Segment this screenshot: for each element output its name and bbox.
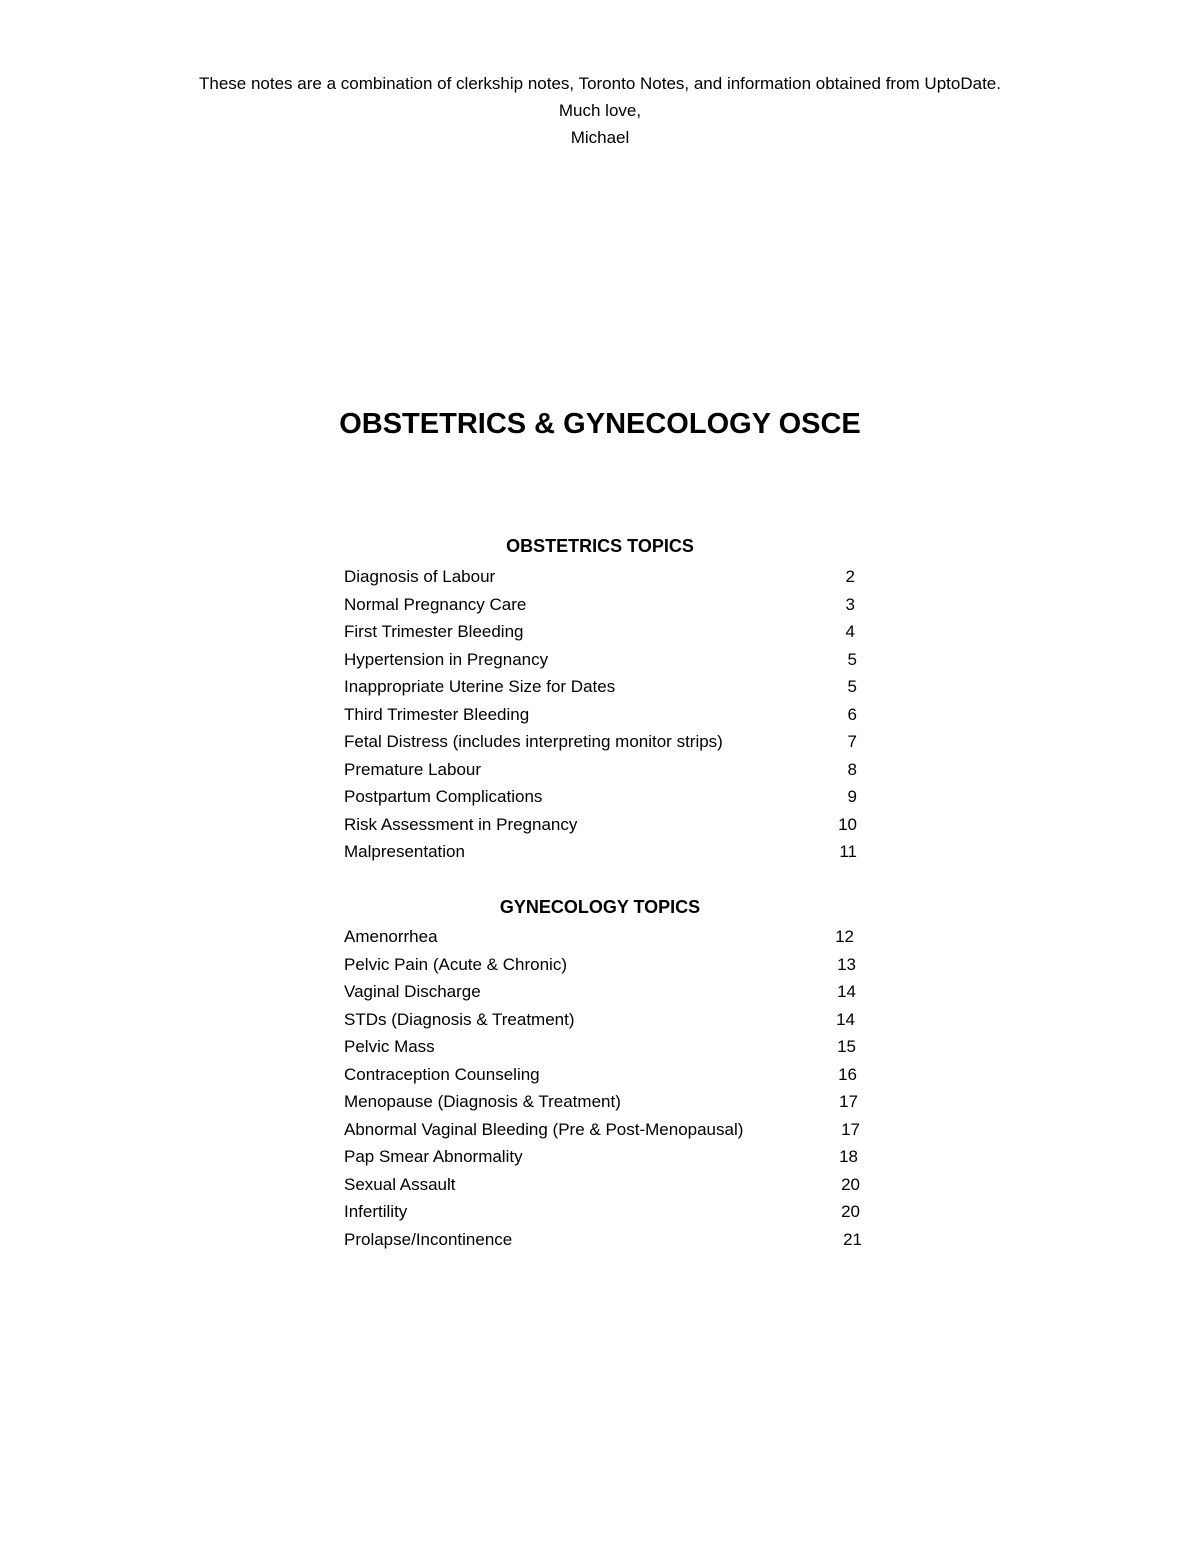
toc-page-number: 3	[845, 594, 855, 614]
toc-topic-label: Fetal Distress (includes interpreting monitor strips)	[344, 732, 723, 751]
toc-row[interactable]	[344, 783, 855, 811]
toc-page-number: 20	[841, 1202, 860, 1221]
toc-row[interactable]	[344, 1033, 860, 1061]
toc-row[interactable]	[344, 1143, 860, 1171]
toc-page-number: 10	[838, 814, 857, 834]
obstetrics-topic-list	[344, 563, 855, 866]
toc-row[interactable]	[344, 563, 855, 591]
toc-page-number: 21	[843, 1229, 862, 1249]
toc-row[interactable]	[344, 951, 860, 979]
gynecology-heading: GYNECOLOGY TOPICS	[499, 897, 701, 917]
toc-page-number: 14	[837, 982, 856, 1001]
toc-row[interactable]	[344, 701, 855, 729]
toc-topic-label: STDs (Diagnosis & Treatment)	[344, 1009, 575, 1029]
toc-topic-label: Malpresentation	[344, 842, 465, 861]
toc-topic-label: Inappropriate Uterine Size for Dates	[344, 677, 616, 696]
toc-row[interactable]	[344, 1226, 860, 1254]
toc-row[interactable]	[344, 1061, 860, 1089]
toc-row[interactable]	[344, 646, 855, 674]
obstetrics-heading: OBSTETRICS TOPICS	[506, 536, 694, 556]
toc-row[interactable]	[344, 1171, 860, 1199]
toc-page-number: 13	[837, 954, 856, 974]
toc-topic-label: Vaginal Discharge	[344, 982, 481, 1001]
toc-row[interactable]	[344, 756, 855, 784]
intro-note	[0, 70, 1200, 151]
document-title: OBSTETRICS & GYNECOLOGY OSCE	[339, 408, 861, 440]
toc-topic-label: Abnormal Vaginal Bleeding (Pre & Post-Menopausal)	[344, 1119, 744, 1139]
toc-topic-label: Contraception Counseling	[344, 1064, 540, 1084]
intro-line-1: These notes are a combination of clerkship notes, Toronto Notes, and information obtained from UptoDate.	[199, 74, 1001, 93]
toc-page-number: 16	[838, 1064, 857, 1084]
gynecology-topic-list	[344, 923, 860, 1253]
toc-topic-label: Pap Smear Abnormality	[344, 1147, 523, 1166]
toc-topic-label: Sexual Assault	[344, 1174, 456, 1194]
toc-topic-label: Infertility	[344, 1202, 408, 1221]
toc-page-number: 4	[845, 622, 855, 641]
toc-page-number: 7	[847, 732, 857, 751]
toc-topic-label: Risk Assessment in Pregnancy	[344, 814, 578, 834]
toc-row[interactable]	[344, 728, 855, 756]
toc-page-number: 17	[839, 1092, 858, 1111]
toc-row[interactable]	[344, 1198, 860, 1226]
toc-page-number: 6	[847, 704, 857, 724]
toc-page-number: 5	[847, 649, 857, 669]
toc-page-number: 8	[847, 759, 857, 779]
toc-topic-label: Pelvic Mass	[344, 1037, 435, 1056]
toc-page-number: 14	[836, 1009, 855, 1029]
toc-topic-label: Amenorrhea	[344, 927, 438, 946]
toc-row[interactable]	[344, 923, 860, 951]
toc-topic-label: Third Trimester Bleeding	[344, 704, 530, 724]
toc-topic-label: Hypertension in Pregnancy	[344, 649, 549, 669]
toc-row[interactable]	[344, 673, 855, 701]
toc-page-number: 12	[835, 927, 854, 946]
toc-page-number: 17	[841, 1119, 860, 1139]
toc-row[interactable]	[344, 1116, 860, 1144]
toc-row[interactable]	[344, 811, 855, 839]
toc-row[interactable]	[344, 838, 855, 866]
toc-row[interactable]	[344, 1006, 860, 1034]
toc-topic-label: Diagnosis of Labour	[344, 567, 496, 586]
toc-topic-label: Pelvic Pain (Acute & Chronic)	[344, 954, 567, 974]
intro-line-2: Much love,	[558, 101, 642, 120]
toc-page-number: 11	[839, 842, 857, 861]
toc-page-number: 20	[841, 1174, 860, 1194]
toc-row[interactable]	[344, 618, 855, 646]
toc-topic-label: Menopause (Diagnosis & Treatment)	[344, 1092, 621, 1111]
toc-page-number: 5	[847, 677, 857, 696]
toc-topic-label: First Trimester Bleeding	[344, 622, 524, 641]
toc-topic-label: Premature Labour	[344, 759, 482, 779]
toc-page-number: 15	[837, 1037, 856, 1056]
toc-page-number: 2	[845, 567, 855, 586]
toc-page-number: 18	[839, 1147, 858, 1166]
toc-row[interactable]	[344, 1088, 860, 1116]
toc-row[interactable]	[344, 591, 855, 619]
toc-page-number: 9	[847, 787, 857, 806]
toc-topic-label: Postpartum Complications	[344, 787, 543, 806]
toc-topic-label: Prolapse/Incontinence	[344, 1229, 513, 1249]
toc-topic-label: Normal Pregnancy Care	[344, 594, 527, 614]
toc-row[interactable]	[344, 978, 860, 1006]
intro-signature: Michael	[570, 128, 630, 147]
